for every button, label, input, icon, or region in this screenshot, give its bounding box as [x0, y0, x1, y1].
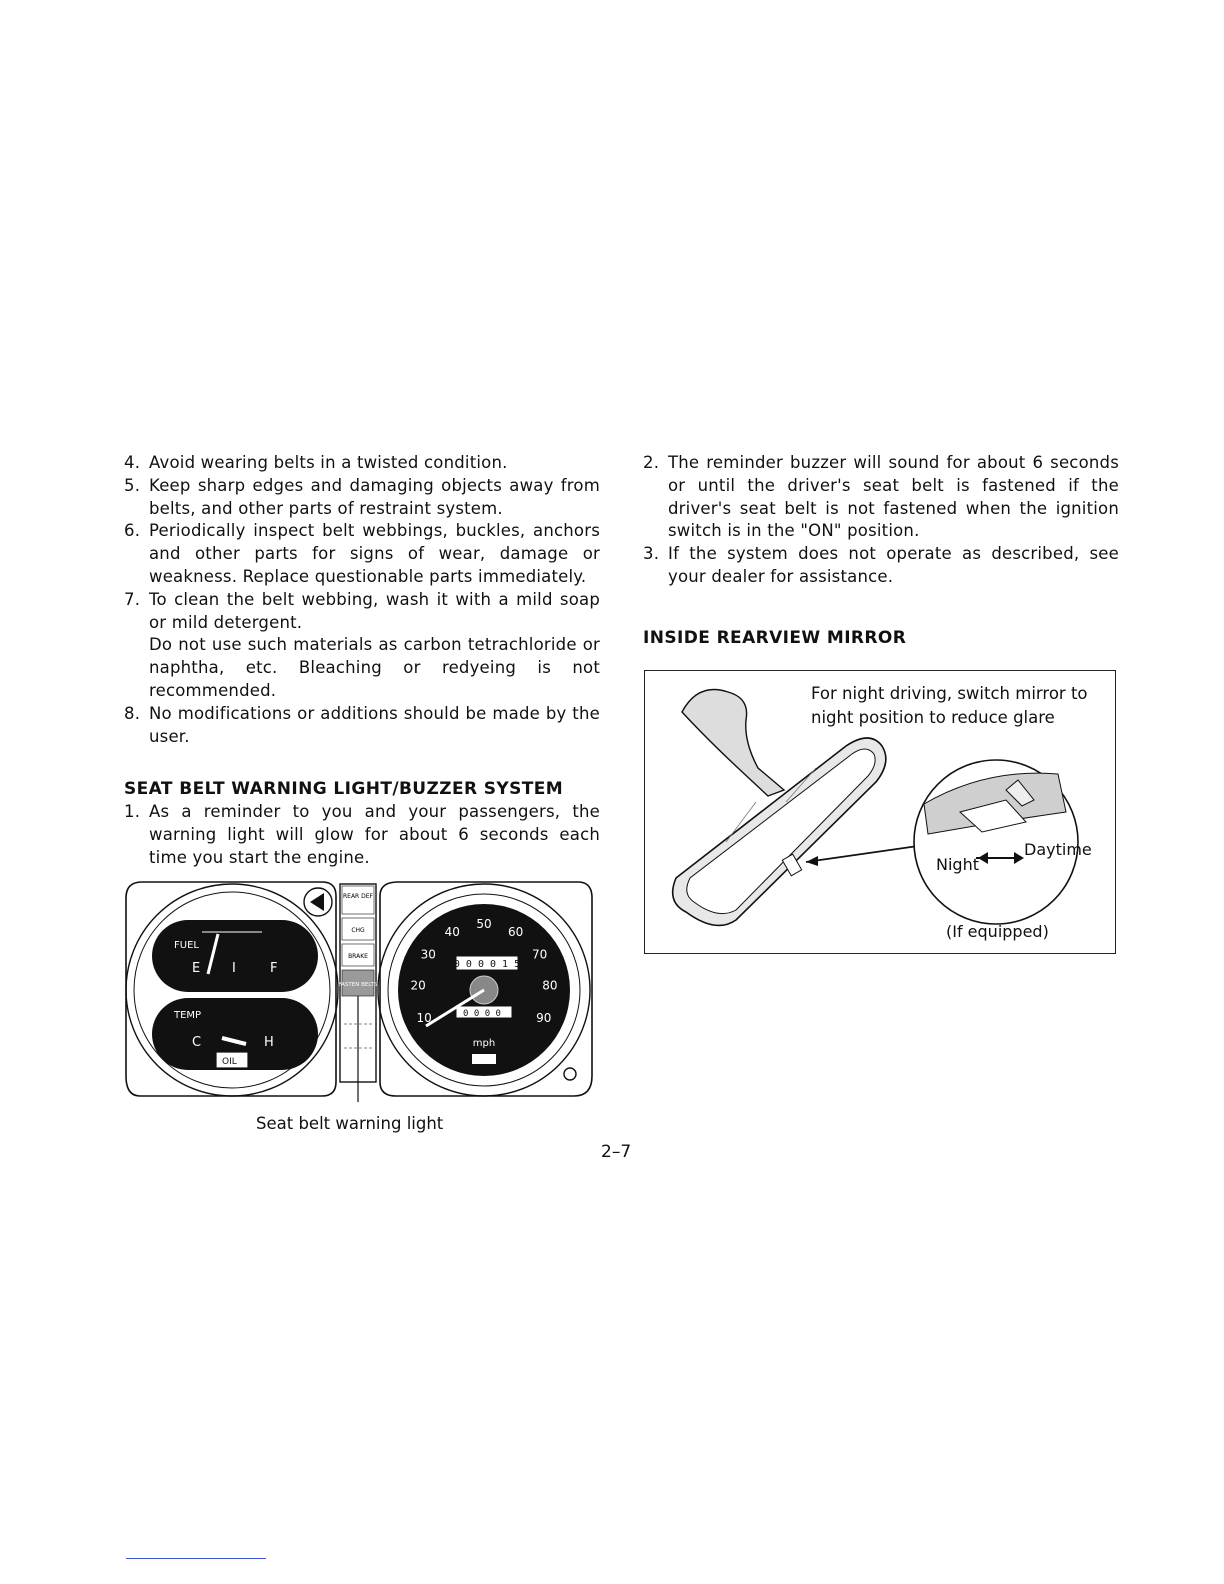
right-column — [643, 452, 1119, 650]
speed-label: 30 — [420, 947, 436, 962]
speed-label: 70 — [532, 947, 548, 962]
list-item-6 — [124, 520, 600, 588]
list-item-8 — [124, 703, 600, 749]
fuel-gauge — [152, 920, 318, 992]
speed-label: 50 — [476, 917, 492, 931]
section-heading-rearview-mirror: INSIDE REARVIEW MIRROR — [643, 627, 907, 648]
temp-hot-mark: H — [264, 1035, 274, 1050]
item-7-continuation: Do not use such materials as carbon tetrachloride or naphtha, etc. Bleaching or redyeing is not recommended. — [149, 635, 600, 700]
list-item-4 — [124, 452, 600, 475]
item-text: No modifications or additions should be made by the user. — [149, 703, 600, 746]
speed-label: 10 — [416, 1010, 432, 1025]
figure-caption: Seat belt warning light — [256, 1114, 444, 1133]
temp-cold-mark: C — [192, 1035, 202, 1050]
item-text: Periodically inspect belt webbings, buckles, anchors and other parts for signs of wear, damage or weakness. Replace questionable parts immediately. — [149, 521, 600, 586]
item-number: 3. — [643, 544, 660, 564]
item-number: 2. — [643, 453, 660, 472]
item-text: Keep sharp edges and damaging objects away from belts, and other parts of restraint system. — [149, 475, 600, 518]
odometer-value: 0 0 0 0 1 5 — [453, 959, 521, 970]
item-number: 7. — [124, 589, 141, 609]
left-column — [124, 452, 600, 870]
callout-arrow — [806, 846, 918, 862]
if-equipped-note: (If equipped) — [946, 922, 1049, 941]
list-item-3 — [643, 543, 1119, 589]
item-number: 8. — [124, 703, 141, 723]
list-item-1 — [124, 801, 600, 869]
speed-label: 90 — [536, 1010, 552, 1025]
item-text: To clean the belt webbing, wash it with a mild soap or mild detergent. — [149, 589, 600, 632]
trip-value: 0 0 0 0 — [463, 1009, 501, 1019]
speed-label: 60 — [508, 925, 524, 940]
list-item-2 — [643, 452, 1119, 543]
indicator-charge: CHG — [351, 927, 365, 934]
trip-reset-knob — [564, 1068, 576, 1080]
fuel-empty-mark: E — [192, 961, 201, 976]
speed-label: 80 — [542, 978, 558, 993]
speed-label: 40 — [444, 925, 460, 940]
fuel-label: FUEL — [174, 940, 199, 951]
item-text: If the system does not operate as described, see your dealer for assistance. — [668, 544, 1119, 586]
night-label: Night — [936, 855, 979, 874]
section-heading-seat-belt-warning: SEAT BELT WARNING LIGHT/BUZZER SYSTEM — [124, 779, 564, 800]
item-number: 6. — [124, 521, 141, 541]
speed-unit: mph — [472, 1038, 496, 1049]
mirror-instruction: For night driving, switch mirror to night position to reduce glare — [811, 684, 1088, 727]
item-text: The reminder buzzer will sound for about 6 seconds or until the driver's seat belt is fastened if the driver's seat belt is not fastened when the ignition switch is in the "ON" position. — [668, 453, 1119, 541]
indicator-rear-def: REAR DEF — [342, 893, 374, 900]
item-number: 4. — [124, 453, 141, 472]
item-number: 1. — [124, 802, 141, 822]
oil-label: OIL — [222, 1057, 237, 1067]
indicator-fasten-belts: FASTEN BELTS — [338, 982, 378, 988]
list-item-5 — [124, 475, 600, 521]
indicator-brake: BRAKE — [348, 953, 368, 960]
list-item-7 — [124, 589, 600, 635]
item-text: Avoid wearing belts in a twisted condition. — [149, 453, 508, 472]
page-number: 2–7 — [601, 1142, 632, 1162]
item-number: 5. — [124, 475, 141, 495]
footer-rule — [126, 1558, 266, 1559]
temp-label: TEMP — [174, 1010, 202, 1021]
daytime-label: Daytime — [1024, 840, 1092, 859]
instrument-cluster-illustration — [122, 876, 598, 1102]
svg-text:I: I — [232, 961, 236, 976]
item-text: As a reminder to you and your passengers, the warning light will glow for about 6 seconds each time you start the engine. — [149, 802, 600, 867]
fuel-full-mark: F — [270, 961, 278, 976]
speed-label: 20 — [410, 978, 426, 993]
